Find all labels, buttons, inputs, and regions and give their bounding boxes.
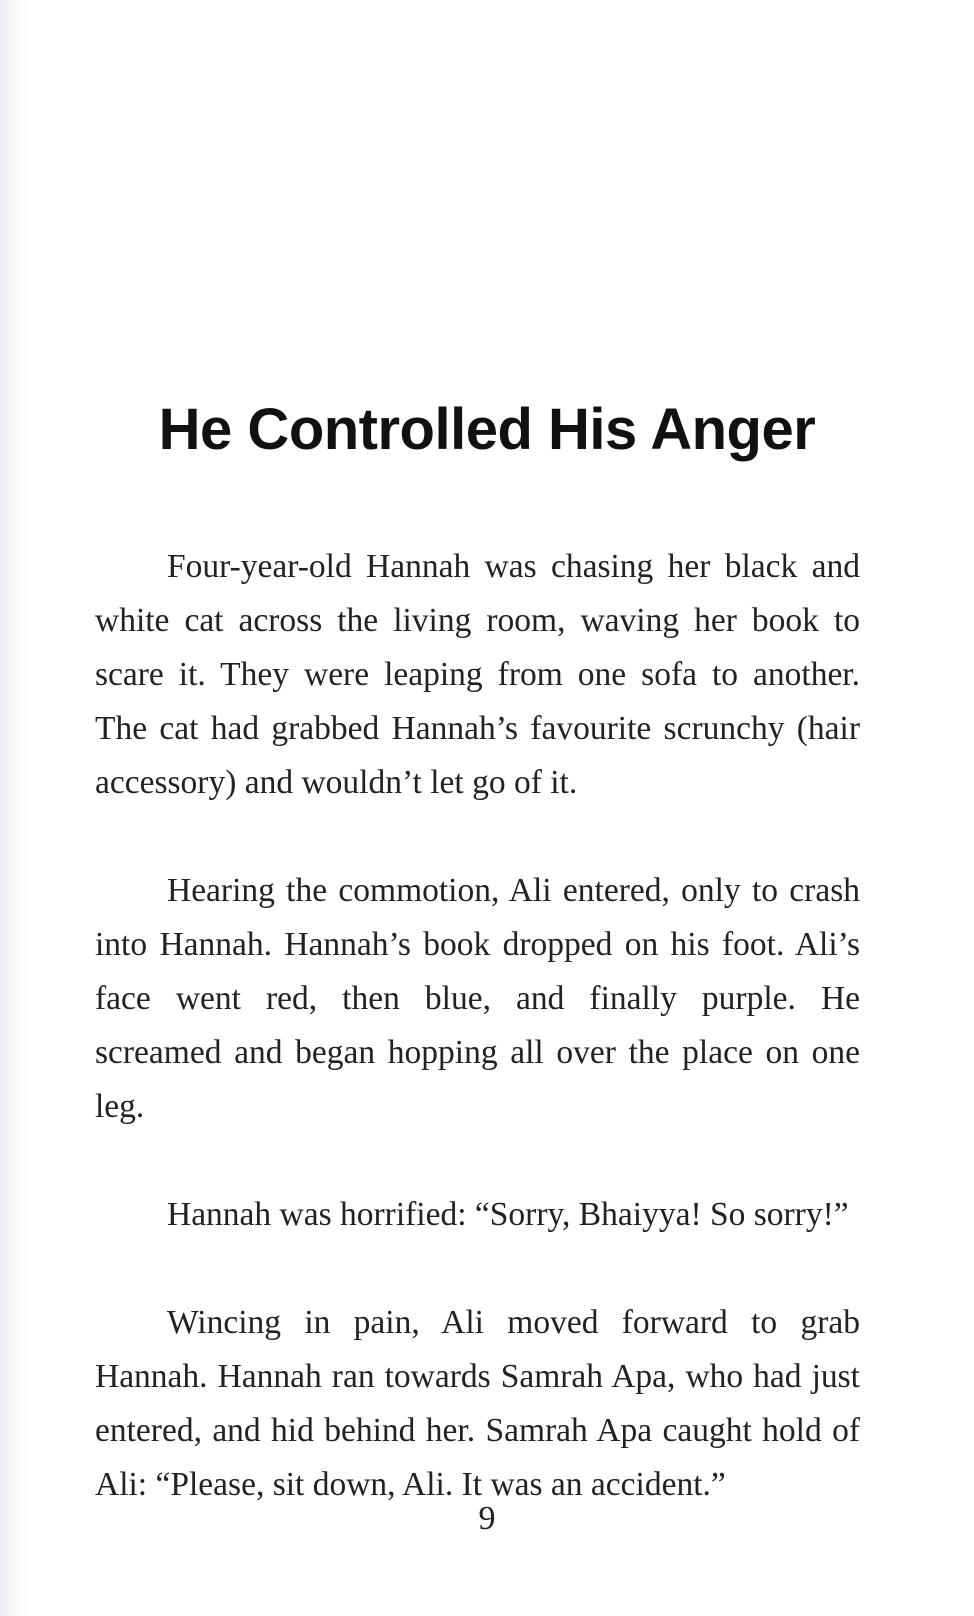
paragraph-1: Four-year-old Hannah was chasing her black and white cat across the living room, waving her book to scare it. They were leaping from one sofa to another. The cat had grabbed Hannah’s favourite scrunchy (hair accessory) and wouldn’t let go of it. bbox=[95, 548, 860, 801]
page-number: 9 bbox=[478, 1500, 496, 1537]
paragraph-4: Wincing in pain, Ali moved forward to grab Hannah. Hannah ran towards Samrah Apa, who had just entered, and hid behind her. Samrah Apa caught hold of Ali: “Please, sit down, Ali. It was an accident.” bbox=[95, 1304, 860, 1503]
chapter-title: He Controlled His Anger bbox=[158, 397, 816, 462]
chapter-body bbox=[95, 540, 860, 1512]
paragraph-3: Hannah was horrified: “Sorry, Bhaiyya! So sorry!” bbox=[167, 1196, 849, 1233]
paragraph-2: Hearing the commotion, Ali entered, only to crash into Hannah. Hannah’s book dropped on his foot. Ali’s face went red, then blue, and finally purple. He screamed and began hopping all over the place on one leg. bbox=[95, 872, 860, 1125]
